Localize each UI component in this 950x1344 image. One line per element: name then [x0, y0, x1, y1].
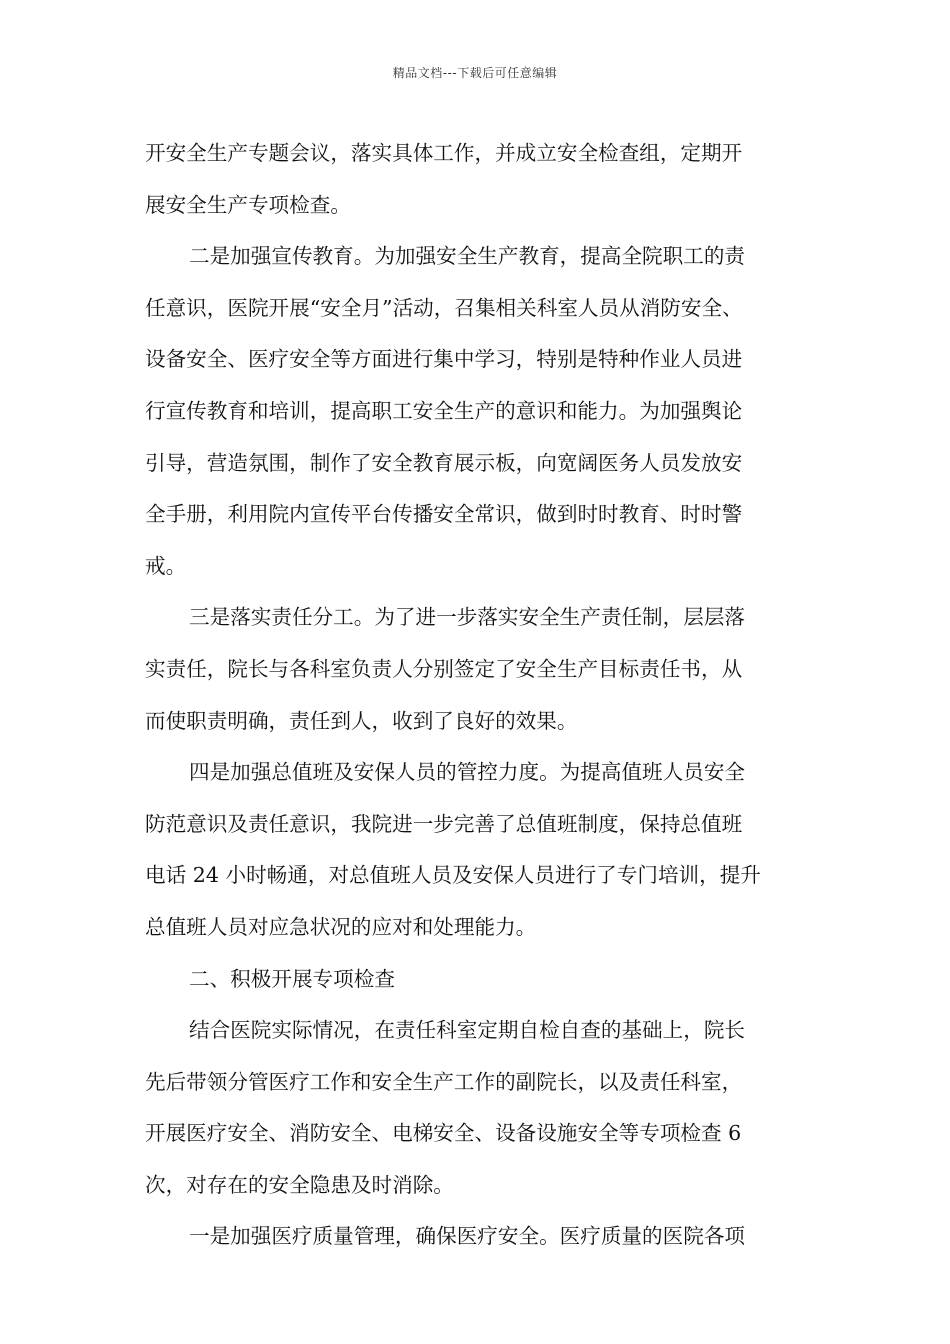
text-line: 展安全生产专项检查。	[145, 192, 351, 217]
text-line: 防范意识及责任意识，我院进一步完善了总值班制度，保持总值班	[145, 811, 743, 836]
text-line: 电话 24 小时畅通，对总值班人员及安保人员进行了专门培训，提升	[145, 863, 761, 888]
text-line: 戒。	[145, 553, 187, 578]
text-line: 引导，营造氛围，制作了安全教育展示板，向宽阔医务人员发放安	[145, 450, 743, 475]
text-line: 任意识，医院开展“安全月”活动，召集相关科室人员从消防安全、	[145, 295, 743, 320]
text-line: 结合医院实际情况，在责任科室定期自检自查的基础上，院长	[189, 1018, 746, 1043]
text-line: 实责任，院长与各科室负责人分别签定了安全生产目标责任书，从	[145, 656, 743, 681]
document-body	[145, 128, 815, 1263]
text-line: 次，对存在的安全隐患及时消除。	[145, 1172, 454, 1197]
text-line: 总值班人员对应急状况的应对和处理能力。	[145, 914, 537, 939]
text-line: 一是加强医疗质量管理，确保医疗安全。医疗质量的医院各项	[189, 1224, 746, 1249]
text-line: 二是加强宣传教育。为加强安全生产教育，提高全院职工的责	[189, 244, 746, 269]
text-line: 全手册，利用院内宣传平台传播安全常识，做到时时教育、时时警	[145, 502, 743, 527]
text-line: 先后带领分管医疗工作和安全生产工作的副院长，以及责任科室，	[145, 1069, 743, 1094]
text-line: 设备安全、医疗安全等方面进行集中学习，特别是特种作业人员进	[145, 347, 743, 372]
text-line: 行宣传教育和培训，提高职工安全生产的意识和能力。为加强舆论	[145, 398, 743, 423]
text-line: 三是落实责任分工。为了进一步落实安全生产责任制，层层落	[189, 605, 746, 630]
page-header: 精品文档---下载后可任意编辑	[392, 66, 558, 80]
text-line: 四是加强总值班及安保人员的管控力度。为提高值班人员安全	[189, 760, 746, 785]
text-line: 开展医疗安全、消防安全、电梯安全、设备设施安全等专项检查 6	[145, 1121, 742, 1146]
text-line: 二、积极开展专项检查	[189, 966, 395, 991]
text-line: 而使职责明确，责任到人，收到了良好的效果。	[145, 708, 578, 733]
text-line: 开安全生产专题会议，落实具体工作，并成立安全检查组，定期开	[145, 141, 743, 165]
